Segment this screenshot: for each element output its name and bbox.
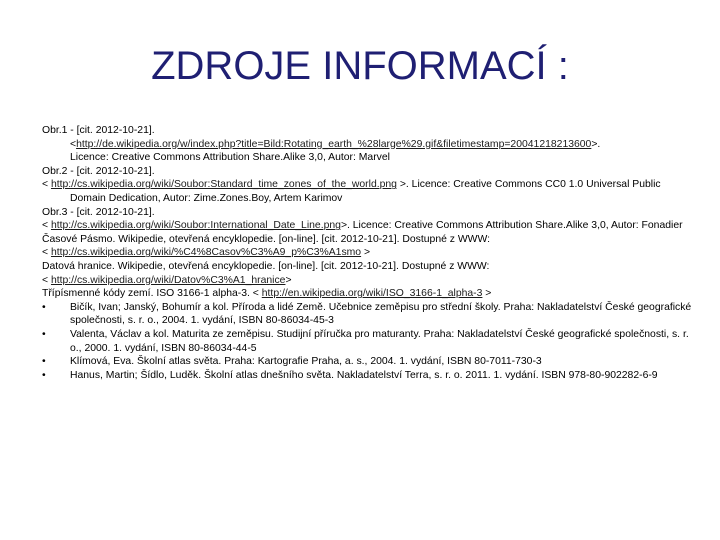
ref1-link[interactable]: http://de.wikipedia.org/w/index.php?title=Bild:Rotating_earth_%28large%29.gif&filetimestamp=20041218213600 — [76, 138, 592, 150]
ref6-text: Třípísmenné kódy zemí. ISO 3166-1 alpha-3. < — [42, 288, 262, 300]
ref2-licence: >. Licence: Creative Commons CC0 1.0 Universal Public Domain Dedication, Autor: Zime.Zones.Boy, Artem Karimov — [70, 179, 661, 204]
bibliography-entry: Valenta, Václav a kol. Maturita ze zeměpisu. Studijní příručka pro maturanty. Praha: Nakladatelství České geografické společnosti, s. r. o., 2000. 1. vydání, ISBN 80-86034-44-5 — [70, 328, 689, 354]
ref3-licence: >. Licence: Creative Commons Attribution Share.Alike 3,0, Autor: Fonadier — [340, 220, 683, 232]
ref5-close-bracket: > — [285, 274, 292, 286]
ref4-url-line — [42, 246, 692, 260]
ref1-heading: Obr.1 - [cit. 2012-10-21]. — [42, 125, 155, 136]
bullet-icon: • — [42, 328, 46, 340]
ref1-open-bracket: < — [70, 138, 77, 150]
list-item — [42, 369, 692, 383]
ref2-url-line — [42, 178, 692, 205]
page-title: ZDROJE INFORMACÍ : — [151, 44, 569, 88]
ref5-link[interactable]: http://cs.wikipedia.org/wiki/Datov%C3%A1_hranice — [50, 274, 286, 286]
ref4-close-bracket: > — [361, 247, 371, 259]
list-item — [42, 301, 692, 328]
ref5-url-line — [42, 274, 692, 288]
ref1-url-line — [42, 138, 692, 152]
ref4-text: Časové Pásmo. Wikipedie, otevřená encyklopedie. [on-line]. [cit. 2012-10-21]. Dostupné z WWW: — [42, 233, 490, 245]
ref5-open-bracket: < — [42, 274, 51, 286]
list-item — [42, 355, 692, 369]
bullet-icon: • — [42, 301, 46, 313]
ref2-heading: Obr.2 - [cit. 2012-10-21]. — [42, 165, 155, 177]
ref4-open-bracket: < — [42, 247, 51, 259]
ref5-text: Datová hranice. Wikipedie, otevřená encyklopedie. [on-line]. [cit. 2012-10-21]. Dostupné z WWW: — [42, 260, 490, 272]
ref6-line — [42, 287, 692, 301]
ref6-link[interactable]: http://en.wikipedia.org/wiki/ISO_3166-1_alpha-3 — [261, 288, 483, 300]
bullet-icon: • — [42, 369, 46, 381]
ref3-open-bracket: < — [42, 220, 51, 232]
ref3-heading: Obr.3 - [cit. 2012-10-21]. — [42, 206, 155, 218]
list-item — [42, 328, 692, 355]
bibliography-entry: Bičík, Ivan; Janský, Bohumír a kol. Příroda a lidé Země. Učebnice zeměpisu pro střední školy. Praha: Nakladatelství České geografické společnosti, s. r. o., 2004. 1. vydání, ISBN 80-86034-45-3 — [70, 301, 692, 327]
ref4-link[interactable]: http://cs.wikipedia.org/wiki/%C4%8Casov%C3%A9_p%C3%A1smo — [50, 247, 362, 259]
ref2-link[interactable]: http://cs.wikipedia.org/wiki/Soubor:Standard_time_zones_of_the_world.png — [50, 179, 397, 191]
ref3-url-line — [42, 219, 692, 233]
ref1-licence: Licence: Creative Commons Attribution Share.Alike 3,0, Autor: Marvel — [70, 152, 390, 164]
references-list — [42, 124, 692, 382]
bullet-icon: • — [42, 356, 46, 368]
ref6-close-bracket: > — [482, 288, 492, 300]
bibliography-entry: Hanus, Martin; Šídlo, Luděk. Školní atlas dnešního světa. Nakladatelství Terra, s. r. o. 2011. 1. vydání. ISBN 978-80-902282-6-9 — [70, 369, 658, 381]
bibliography-entry: Klímová, Eva. Školní atlas světa. Praha: Kartografie Praha, a. s., 2004. 1. vydání, ISBN 80-7011-730-3 — [70, 356, 542, 368]
ref1-close-bracket: >. — [591, 138, 601, 150]
ref3-link[interactable]: http://cs.wikipedia.org/wiki/Soubor:International_Date_Line.png — [50, 220, 341, 232]
ref2-open-bracket: < — [42, 179, 51, 191]
